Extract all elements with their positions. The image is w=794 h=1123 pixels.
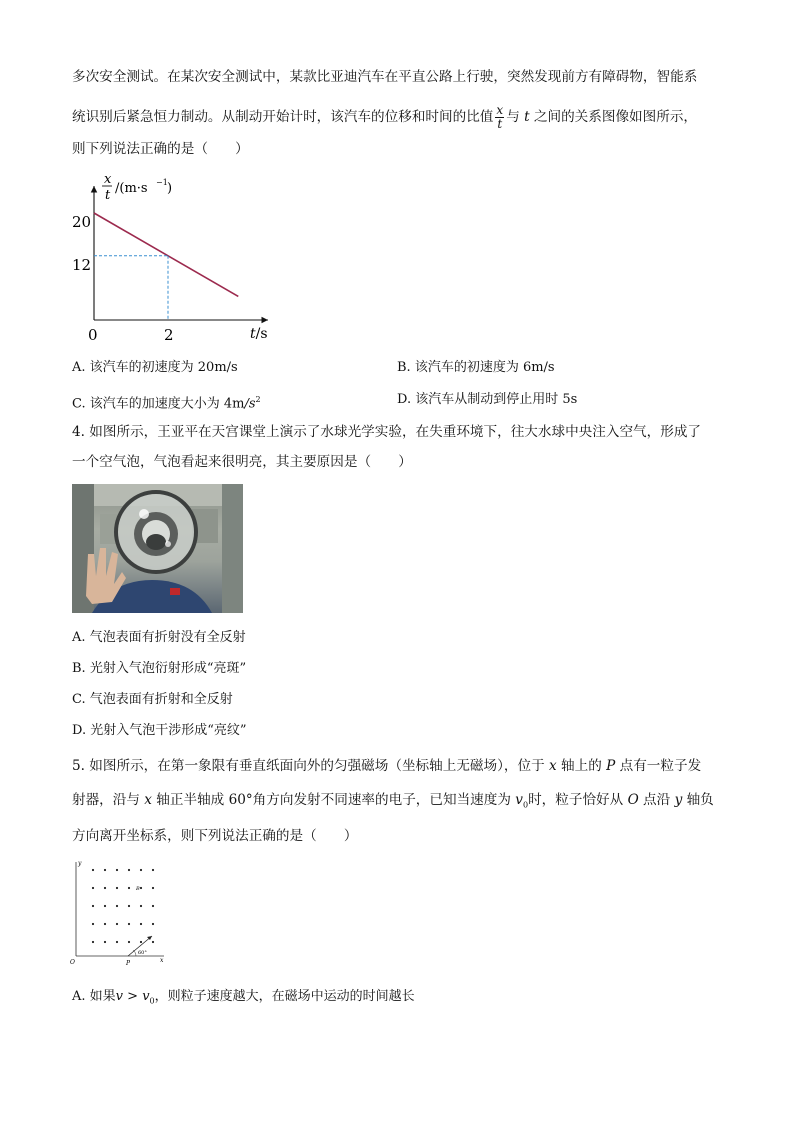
q3-data-line xyxy=(94,213,238,296)
field-dot xyxy=(128,905,130,907)
field-dot xyxy=(92,923,94,925)
q3-xt-graph xyxy=(68,168,280,348)
field-dot xyxy=(128,923,130,925)
q3-fraction-x-over-t: $\frac{x}{t}$ xyxy=(496,103,504,131)
q5-point-p-label: P xyxy=(126,960,131,967)
q3-y-label-unit: /(m·s xyxy=(115,181,148,196)
field-dot xyxy=(104,887,106,889)
field-dot xyxy=(128,941,130,943)
field-dot xyxy=(128,869,130,871)
q3-y-tick-12: 12 xyxy=(72,256,92,274)
q5-option-a[interactable]: A. 如果$v > v_0$，则粒子速度越大，在磁场中运动的时间越长 xyxy=(72,989,415,1006)
field-dot xyxy=(152,887,154,889)
field-dot xyxy=(116,941,118,943)
field-dot xyxy=(152,905,154,907)
field-dot xyxy=(152,941,154,943)
field-dot xyxy=(140,923,142,925)
q4-option-a[interactable]: A. 气泡表面有折射没有全反射 xyxy=(72,630,246,645)
q5-stem-line-2: 射器，沿与 x 轴正半轴成 60°角方向发射不同速率的电子，已知当速度为 $v_0$时，粒子恰好从 O 点沿 y 轴负 xyxy=(72,792,714,810)
q3-option-a[interactable]: A. 该汽车的初速度为 20m/s xyxy=(72,360,238,375)
q3-y-label-exp: −1 xyxy=(156,178,168,187)
field-dot xyxy=(104,869,106,871)
q3-x-label: t/s xyxy=(250,326,268,342)
q3-stem-line-1: 多次安全测试。在某次安全测试中，某款比亚迪汽车在平直公路上行驶，突然发现前方有障碍物，智能系 xyxy=(72,69,698,85)
field-dot xyxy=(140,941,142,943)
q5-y-axis-label: y xyxy=(78,860,82,867)
q5-point-b-label: B xyxy=(136,886,140,892)
field-dot xyxy=(104,923,106,925)
field-dot xyxy=(140,869,142,871)
field-dot xyxy=(116,905,118,907)
q4-option-c[interactable]: C. 气泡表面有折射和全反射 xyxy=(72,692,233,707)
q3-stem-line-3: 则下列说法正确的是（ ） xyxy=(72,141,249,157)
q3-option-c[interactable]: C. 该汽车的加速度大小为 $4m/s^2$ xyxy=(72,395,261,412)
q4-stem-line-1: 4. 如图所示，王亚平在天宫课堂上演示了水球光学实验，在失重环境下，往大水球中央注入空气，形成了 xyxy=(72,424,702,440)
q3-option-d[interactable]: D. 该汽车从制动到停止用时 5s xyxy=(397,392,578,407)
q3-y-label-num: x xyxy=(104,172,112,187)
field-dot xyxy=(152,869,154,871)
field-dot xyxy=(92,905,94,907)
field-dot xyxy=(116,923,118,925)
q3-y-label-den: t xyxy=(105,188,111,203)
q5-x-axis-label: x xyxy=(160,957,164,964)
q3-stem-line-2: 统识别后紧急恒力制动。从制动开始计时，该汽车的位移和时间的比值 $\frac{x}{t}$ 与 t 之间的关系图像如图所示， xyxy=(72,103,698,131)
field-dot xyxy=(152,923,154,925)
field-dot xyxy=(140,887,142,889)
field-dot xyxy=(92,887,94,889)
q5-origin-label: O xyxy=(70,959,75,966)
q5-stem-line-1: 5. 如图所示，在第一象限有垂直纸面向外的匀强磁场（坐标轴上无磁场），位于 x 轴上的 P 点有一粒子发 xyxy=(72,758,702,774)
q5-stem-line-3: 方向离开坐标系，则下列说法正确的是（ ） xyxy=(72,828,358,844)
q3-y-label-close: ) xyxy=(167,181,173,196)
field-dot xyxy=(128,887,130,889)
field-dot xyxy=(140,905,142,907)
q5-angle-label: 60° xyxy=(138,950,147,956)
q3-x-tick-2: 2 xyxy=(164,326,174,344)
q5-field-dots xyxy=(92,869,154,943)
q4-option-d[interactable]: D. 光射入气泡干涉形成“亮纹” xyxy=(72,723,247,738)
field-dot xyxy=(92,869,94,871)
q4-option-b[interactable]: B. 光射入气泡衍射形成“亮斑” xyxy=(72,661,247,676)
field-dot xyxy=(104,905,106,907)
field-dot xyxy=(116,887,118,889)
field-dot xyxy=(104,941,106,943)
q3-y-tick-20: 20 xyxy=(72,213,92,231)
q3-origin-label: 0 xyxy=(88,326,98,344)
field-dot xyxy=(92,941,94,943)
field-dot xyxy=(116,869,118,871)
q5-magnetic-field-figure xyxy=(66,858,170,970)
water-ball-experiment-photo xyxy=(72,484,243,613)
q3-option-b[interactable]: B. 该汽车的初速度为 6m/s xyxy=(397,360,555,375)
q4-stem-line-2: 一个空气泡，气泡看起来很明亮，其主要原因是（ ） xyxy=(72,454,412,470)
